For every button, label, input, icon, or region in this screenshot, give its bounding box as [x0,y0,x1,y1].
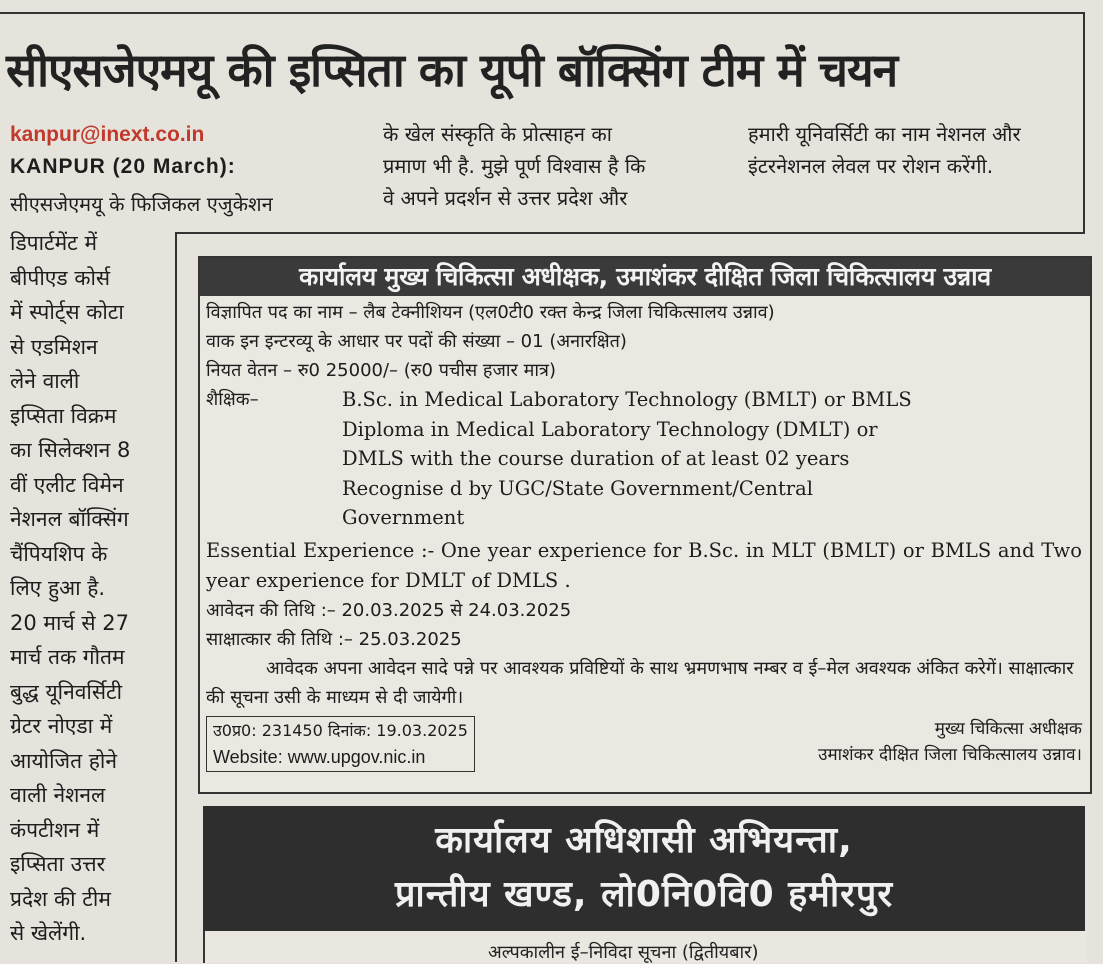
ad-title: कार्यालय मुख्य चिकित्सा अधीक्षक, उमाशंकर दीक्षित जिला चिकित्सालय उन्नाव [200,258,1090,296]
ad-education [206,385,1082,533]
tender-title-line2: प्रान्तीय खण्ड, लो0नि0वि0 हमीरपुर [394,874,894,915]
article-narrow-column [10,226,170,951]
article-line: आयोजित होने [10,748,117,773]
article-right-column [748,118,1083,182]
reporter-email: kanpur@inext.co.in [10,123,205,146]
ad-body [200,296,1090,772]
dateline: KANPUR (20 March): [10,155,236,178]
article-line: से एडमिशन [10,334,98,359]
ad-education-line: DMLS with the course duration of at least 02 years [342,447,850,470]
article-line: हमारी यूनिवर्सिटी का नाम नेशनल और [748,122,1021,146]
article-line: मार्च तक गौतम [10,645,125,669]
article-line: से खेलेंगी. [10,921,87,945]
ad-signature [818,716,1082,772]
ad-note: आवेदक अपना आवेदन सादे पन्ने पर आवश्यक प्रविष्टियों के साथ भ्रमणभाष नम्बर व ई–मेल अवश्यक अंकित करेगें। साक्षात्कार की सूचना उसी के माध्यम से दी जायेगी। [206,657,1074,708]
ad-apply-date: आवेदन की तिथि :– 20.03.2025 से 24.03.2025 [206,599,572,621]
article-line: वे अपने प्रदर्शन से उत्तर प्रदेश और [383,186,628,210]
job-advertisement [198,256,1092,794]
ad-sign-office: उमाशंकर दीक्षित जिला चिकित्सालय उन्नाव। [818,744,1082,765]
ad-education-line: Diploma in Medical Laboratory Technology (DMLT) or [342,417,878,441]
article-line: चैंपियशिप के [10,541,108,566]
article-line: प्रमाण भी है. मुझे पूर्ण विश्वास है कि [383,154,646,178]
article-line: इप्सिता उत्तर [10,852,106,876]
tender-advertisement [203,806,1085,931]
ad-education-text [342,385,1082,533]
tender-subtitle: अल्पकालीन ई–निविदा सूचना (द्वितीयबार) [488,942,759,963]
article-line: वीं एलीट विमेन [10,472,124,497]
article-line: 20 मार्च से 27 [10,610,129,635]
article-line: डिपार्टमेंट में [10,231,97,255]
article-line: ग्रेटर नोएडा में [10,714,113,738]
article-line: का सिलेक्शन 8 [10,438,131,462]
article-line: में स्पोर्ट्स कोटा [10,300,124,324]
ad-footer [206,716,1082,772]
article-line: के खेल संस्कृति के प्रोत्साहन का [383,122,612,146]
ad-salary: नियत वेतन – रु0 25000/– (रु0 पचीस हजार मात्र) [206,360,556,381]
tender-title-line1: कार्यालय अधिशासी अभियन्ता, [435,820,853,861]
article-line: नेशनल बॉक्सिंग [10,507,129,531]
ad-reference: उ0प्र0: 231450 दिनांक: 19.03.2025 [213,720,468,740]
article-line: इप्सिता विक्रम [10,403,117,428]
ad-experience: Essential Experience :- One year experience for B.Sc. in MLT (BMLT) or BMLS and Two year experience for DMLT of DMLS . [206,538,1082,592]
article-line: लेने वाली [10,369,80,393]
top-rule [0,12,1084,14]
ad-sign-title: मुख्य चिकित्सा अधीक्षक [934,718,1082,739]
article-line: लिए हुआ है. [10,576,106,600]
article-line: वाली नेशनल [10,783,106,807]
ad-reference-box [206,716,475,772]
article-line: बुद्ध यूनिवर्सिटी [10,679,123,704]
article-line: प्रदेश की टीम [10,886,111,911]
box-rule [175,232,177,962]
box-rule [175,232,1085,234]
article-line: इंटरनेशनल लेवल पर रोशन करेंगी. [748,154,994,178]
ad-post-name: विज्ञापित पद का नाम – लैब टेक्नीशियन (एल0टी0 रक्त केन्द्र जिला चिकित्सालय उन्नाव) [206,302,775,323]
ad-website: Website: www.upgov.nic.in [213,746,426,767]
headline: सीएसजेएमयू की इप्सिता का यूपी बॉक्सिंग टीम में चयन [6,43,898,97]
article-middle-column [383,118,728,214]
article-line: सीएसजेएमयू के फिजिकल एजुकेशन [10,192,273,216]
ad-education-line: Recognise d by UGC/State Government/Central [342,476,813,500]
article-line: बीपीएड कोर्स [10,265,111,290]
ad-education-line: Government [342,506,465,529]
ad-post-count: वाक इन इन्टरव्यू के आधार पर पदों की संख्या – 01 (अनारक्षित) [206,331,627,352]
ad-education-line: B.Sc. in Medical Laboratory Technology (BMLT) or BMLS [342,388,912,411]
ad-education-label: शैक्षिक– [206,389,259,410]
article-line: कंपटीशन में [10,817,100,842]
ad-interview-date: साक्षात्कार की तिथि :– 25.03.2025 [206,628,462,650]
